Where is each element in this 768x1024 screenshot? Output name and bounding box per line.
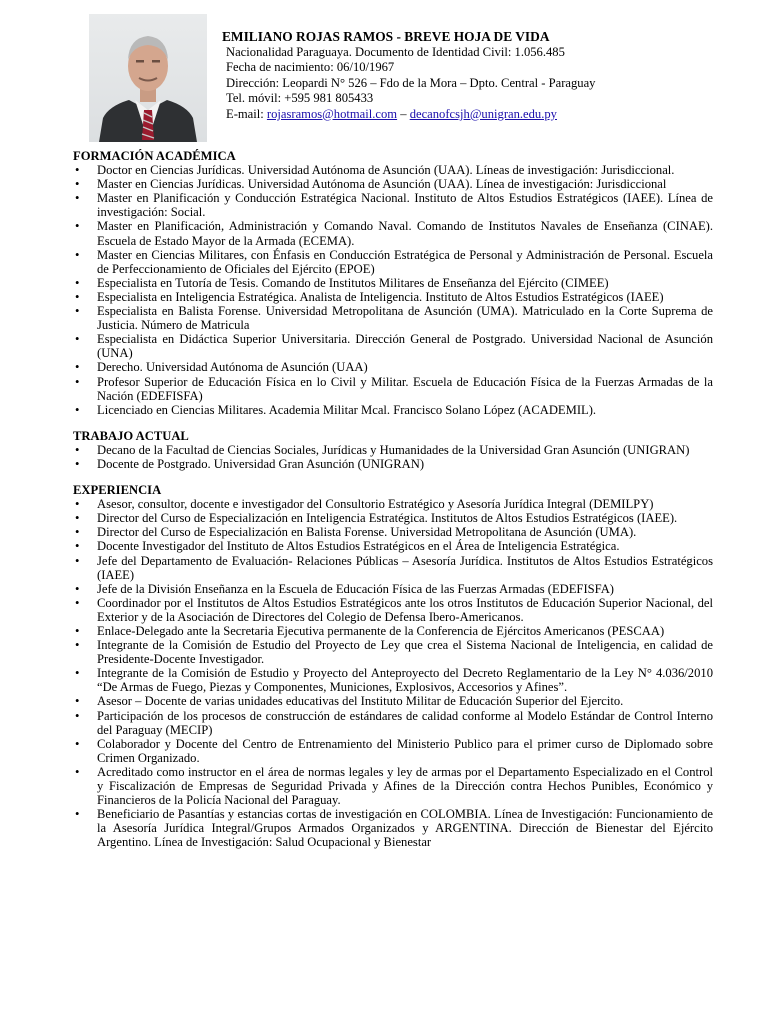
section-experience: [73, 483, 713, 849]
list-item: • Especialista en Tutoría de Tesis. Comando de Institutos Militares de Enseñanza del Ejército (CIMEE): [73, 276, 713, 290]
address-line: Dirección: Leopardi N° 526 – Fdo de la Mora – Dpto. Central - Paraguay: [226, 75, 596, 90]
phone-line: Tel. móvil: +595 981 805433: [226, 91, 374, 106]
list-item: • Master en Planificación y Conducción Estratégica Nacional. Instituto de Altos Estudios Estratégicos (IAEE). Línea de investigación: Social.: [73, 191, 713, 219]
email-link-institutional[interactable]: decanofcsjh@unigran.edu.py: [409, 106, 557, 121]
list-item: • Especialista en Balista Forense. Universidad Metropolitana de Asunción (UMA). Matriculado en la Corte Suprema de Justicia. Número de Matricula: [73, 304, 713, 332]
section-academic: [73, 149, 713, 417]
email-separator: –: [397, 106, 410, 121]
cv-header: [222, 29, 746, 122]
list-item: • Derecho. Universidad Autónoma de Asunción (UAA): [73, 360, 713, 374]
section-title-academic: FORMACIÓN ACADÉMICA: [73, 149, 236, 163]
portrait-image: [89, 14, 207, 142]
list-item: • Colaborador y Docente del Centro de Entrenamiento del Ministerio Publico para el primer curso de Diplomado sobre Crimen Organizado.: [73, 737, 713, 765]
section-spacer: [73, 471, 713, 483]
list-item: • Profesor Superior de Educación Física en lo Civil y Militar. Escuela de Educación Física de la Fuerzas Armadas de la Nación (EDEFISFA): [73, 375, 713, 403]
academic-list: [73, 163, 713, 417]
cv-title: EMILIANO ROJAS RAMOS - BREVE HOJA DE VIDA: [222, 29, 550, 44]
current-job-list: [73, 443, 713, 471]
section-title-current-job: TRABAJO ACTUAL: [73, 428, 189, 443]
list-item: • Docente de Postgrado. Universidad Gran Asunción (UNIGRAN): [73, 457, 713, 471]
list-item: • Master en Planificación, Administración y Comando Naval. Comando de Institutos Navales de Enseñanza (CINAE). Escuela de Estado Mayor de la Armada (ECEMA).: [73, 219, 713, 247]
list-item: • Director del Curso de Especialización en Balista Forense. Universidad Metropolitana de Asunción (UMA).: [73, 525, 713, 539]
list-item: • Asesor, consultor, docente e investigador del Consultorio Estratégico y Asesoría Jurídica Integral (DEMILPY): [73, 497, 713, 511]
list-item: • Jefe del Departamento de Evaluación- Relaciones Públicas – Asesoría Jurídica. Institutos de Altos Estudios Estratégicos (IAEE): [73, 554, 713, 582]
list-item: • Coordinador por el Institutos de Altos Estudios Estratégicos ante los otros Institutos de Educación Superior Nacional, del Exterior y de la Asociación de Directores del Colegio de Defensa Ibero-Americanos.: [73, 596, 713, 624]
section-spacer: [73, 417, 713, 429]
experience-list: [73, 497, 713, 849]
email-label: E-mail:: [226, 106, 267, 121]
list-item: • Acreditado como instructor en el área de normas legales y ley de armas por el Departamento Especializado en el Control y Fiscalización de Empresas de Seguridad Privada y Afines de la Dirección contra Hechos Punibles, Económico y Financieros de la Policía Nacional del Paraguay.: [73, 765, 713, 807]
email-link-personal[interactable]: rojasramos@hotmail.com: [266, 106, 398, 121]
birthdate-line: Fecha de nacimiento: 06/10/1967: [226, 60, 395, 75]
list-item: • Master en Ciencias Militares, con Énfasis en Conducción Estratégica de Personal y Administración de Personal. Escuela de Perfeccionamiento de Oficiales del Ejército (EPOE): [73, 248, 713, 276]
list-item: • Participación de los procesos de construcción de estándares de calidad conforme al Modelo Estándar de Control Interno del Paraguay (MECIP): [73, 709, 713, 737]
email-line: [226, 107, 746, 122]
list-item: • Especialista en Didáctica Superior Universitaria. Dirección General de Postgrado. Universidad Nacional de Asunción (UNA): [73, 332, 713, 360]
list-item: • Integrante de la Comisión de Estudio y Proyecto del Anteproyecto del Decreto Reglamentario de la Ley N° 4.036/2010 “De Armas de Fuego, Piezas y Componentes, Municiones, Explosivos, Accesorios y Afines”.: [73, 666, 713, 694]
list-item: • Director del Curso de Especialización en Inteligencia Estratégica. Institutos de Altos Estudios Estratégicos (IAEE).: [73, 511, 713, 525]
list-item: • Docente Investigador del Instituto de Altos Estudios Estratégicos en el Área de Inteligencia Estratégica.: [73, 539, 713, 553]
profile-photo: [89, 14, 207, 142]
list-item: • Especialista en Inteligencia Estratégica. Analista de Inteligencia. Instituto de Altos Estudios Estratégicos (IAEE): [73, 290, 713, 304]
list-item: • Doctor en Ciencias Jurídicas. Universidad Autónoma de Asunción (UAA). Líneas de investigación: Jurisdiccional.: [73, 163, 713, 177]
list-item: • Licenciado en Ciencias Militares. Academia Militar Mcal. Francisco Solano López (ACADEMIL).: [73, 403, 713, 417]
list-item: • Asesor – Docente de varias unidades educativas del Instituto Militar de Educación Superior del Ejercito.: [73, 694, 713, 708]
list-item: • Master en Ciencias Jurídicas. Universidad Autónoma de Asunción (UAA). Línea de investigación: Jurisdiccional: [73, 177, 713, 191]
section-current-job: [73, 429, 713, 471]
list-item: • Jefe de la División Enseñanza en la Escuela de Educación Física de las Fuerzas Armadas (EDEFISFA): [73, 582, 713, 596]
nationality-line: Nacionalidad Paraguaya. Documento de Identidad Civil: 1.056.485: [226, 45, 565, 59]
cv-body: [73, 149, 713, 850]
list-item: • Beneficiario de Pasantías y estancias cortas de investigación en COLOMBIA. Línea de Investigación: Funcionamiento de la Asesoría Jurídica Integral/Grupos Armados Organizados y ARGENTINA. Dirección de Bienestar del Ejército Argentino. Línea de Investigación: Salud Ocupacional y Bienestar: [73, 807, 713, 849]
list-item: • Decano de la Facultad de Ciencias Sociales, Jurídicas y Humanidades de la Universidad Gran Asunción (UNIGRAN): [73, 443, 713, 457]
list-item: • Enlace-Delegado ante la Secretaria Ejecutiva permanente de la Conferencia de Ejércitos Americanos (PESCAA): [73, 624, 713, 638]
section-title-experience: EXPERIENCIA: [73, 483, 162, 498]
list-item: • Integrante de la Comisión de Estudio del Proyecto de Ley que crea el Sistema Nacional de Inteligencia, en calidad de Presidente-Docente Investigador.: [73, 638, 713, 666]
